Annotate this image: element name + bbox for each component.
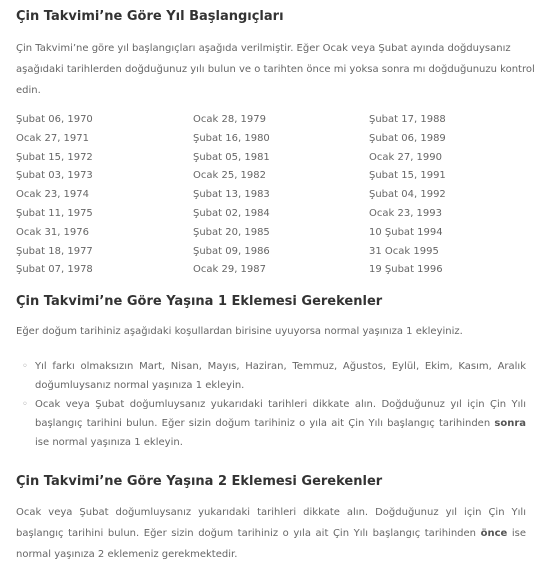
paragraph-text-before: Ocak veya Şubat doğumluysanız yukarıdaki tarihleri dikkate alın. Doğduğunuz yıl için Çin Yılı başlangıç tarihini bulun. Eğer sizin doğum tarihiniz o yıla ait Çin Yılı başlangıç tarihinden bbox=[16, 507, 526, 539]
date-item: Şubat 06, 1989 bbox=[369, 132, 446, 144]
section-heading-add-one: Çin Takvimi’ne Göre Yaşına 1 Eklemesi Gerekenler bbox=[16, 294, 383, 309]
add-one-conditions-list bbox=[16, 357, 526, 452]
date-item: Şubat 16, 1980 bbox=[193, 132, 270, 144]
dates-column-3 bbox=[369, 111, 536, 280]
add-two-paragraph bbox=[16, 502, 526, 565]
list-item-text-before: Ocak veya Şubat doğumluysanız yukarıdaki tarihleri dikkate alın. Doğduğunuz yıl için Çin Yılı başlangıç tarihini bulun. Eğer sizin doğum tarihiniz o yıla ait Çin Yılı başlangıç tarihinden bbox=[35, 399, 526, 429]
date-item: Şubat 13, 1983 bbox=[193, 189, 270, 201]
date-item: 19 Şubat 1996 bbox=[369, 264, 443, 276]
date-item: Ocak 27, 1990 bbox=[369, 151, 442, 163]
date-item: Şubat 04, 1992 bbox=[369, 189, 446, 201]
emphasis-once: önce bbox=[480, 528, 508, 539]
date-item: Ocak 28, 1979 bbox=[193, 114, 266, 125]
date-item: Şubat 15, 1991 bbox=[369, 170, 446, 182]
chinese-new-year-dates bbox=[16, 111, 536, 280]
list-item bbox=[16, 395, 526, 452]
add-one-intro: Eğer doğum tarihiniz aşağıdaki koşullardan birisine uyuyorsa normal yaşınıza 1 ekleyiniz. bbox=[16, 326, 463, 337]
date-item: Şubat 20, 1985 bbox=[193, 226, 270, 238]
date-item: Şubat 03, 1973 bbox=[16, 170, 93, 182]
date-item: Şubat 09, 1986 bbox=[193, 245, 270, 257]
date-item: Ocak 25, 1982 bbox=[193, 170, 266, 182]
date-item: Şubat 11, 1975 bbox=[16, 207, 93, 219]
paragraph-text-after: ise normal yaşınıza 2 eklemeniz gerekmektedir. bbox=[16, 528, 526, 560]
section-heading-year-starts: Çin Takvimi’ne Göre Yıl Başlangıçları bbox=[16, 9, 284, 24]
date-item: Şubat 18, 1977 bbox=[16, 245, 93, 257]
list-item-text: Yıl farkı olmaksızın Mart, Nisan, Mayıs, Haziran, Temmuz, Ağustos, Eylül, Ekim, Kasım, Aralık doğumluysanız normal yaşınıza 1 ekleyin. bbox=[35, 361, 526, 391]
date-item: Şubat 05, 1981 bbox=[193, 151, 270, 163]
list-item-text-after: ise normal yaşınıza 1 ekleyin. bbox=[35, 437, 183, 448]
date-item: Ocak 31, 1976 bbox=[16, 226, 89, 238]
date-item: Şubat 17, 1988 bbox=[369, 114, 446, 125]
dates-column-2 bbox=[193, 111, 369, 280]
intro-paragraph: Çin Takvimi’ne göre yıl başlangıçları aşağıda verilmiştir. Eğer Ocak veya Şubat ayında doğduysanız aşağıdaki tarihlerden doğduğunuz yılı bulun ve o tarihten önce mi yoksa sonra mı doğduğunuzu kontrol edin. bbox=[16, 43, 535, 96]
section-heading-add-two: Çin Takvimi’ne Göre Yaşına 2 Eklemesi Gerekenler bbox=[16, 474, 383, 489]
date-item: 10 Şubat 1994 bbox=[369, 226, 443, 238]
bullet-icon: ◦ bbox=[22, 361, 28, 372]
date-item: Ocak 23, 1993 bbox=[369, 207, 442, 219]
date-item: Şubat 15, 1972 bbox=[16, 151, 93, 163]
date-item: Şubat 02, 1984 bbox=[193, 207, 270, 219]
date-item: Ocak 23, 1974 bbox=[16, 189, 89, 201]
date-item: Şubat 06, 1970 bbox=[16, 114, 93, 125]
bullet-icon: ◦ bbox=[22, 399, 28, 410]
date-item: Ocak 29, 1987 bbox=[193, 264, 266, 276]
list-item bbox=[16, 357, 526, 395]
date-item: Şubat 07, 1978 bbox=[16, 264, 93, 276]
emphasis-sonra: sonra bbox=[494, 418, 526, 429]
dates-column-1 bbox=[16, 111, 193, 280]
date-item: Ocak 27, 1971 bbox=[16, 132, 89, 144]
date-item: 31 Ocak 1995 bbox=[369, 245, 439, 257]
